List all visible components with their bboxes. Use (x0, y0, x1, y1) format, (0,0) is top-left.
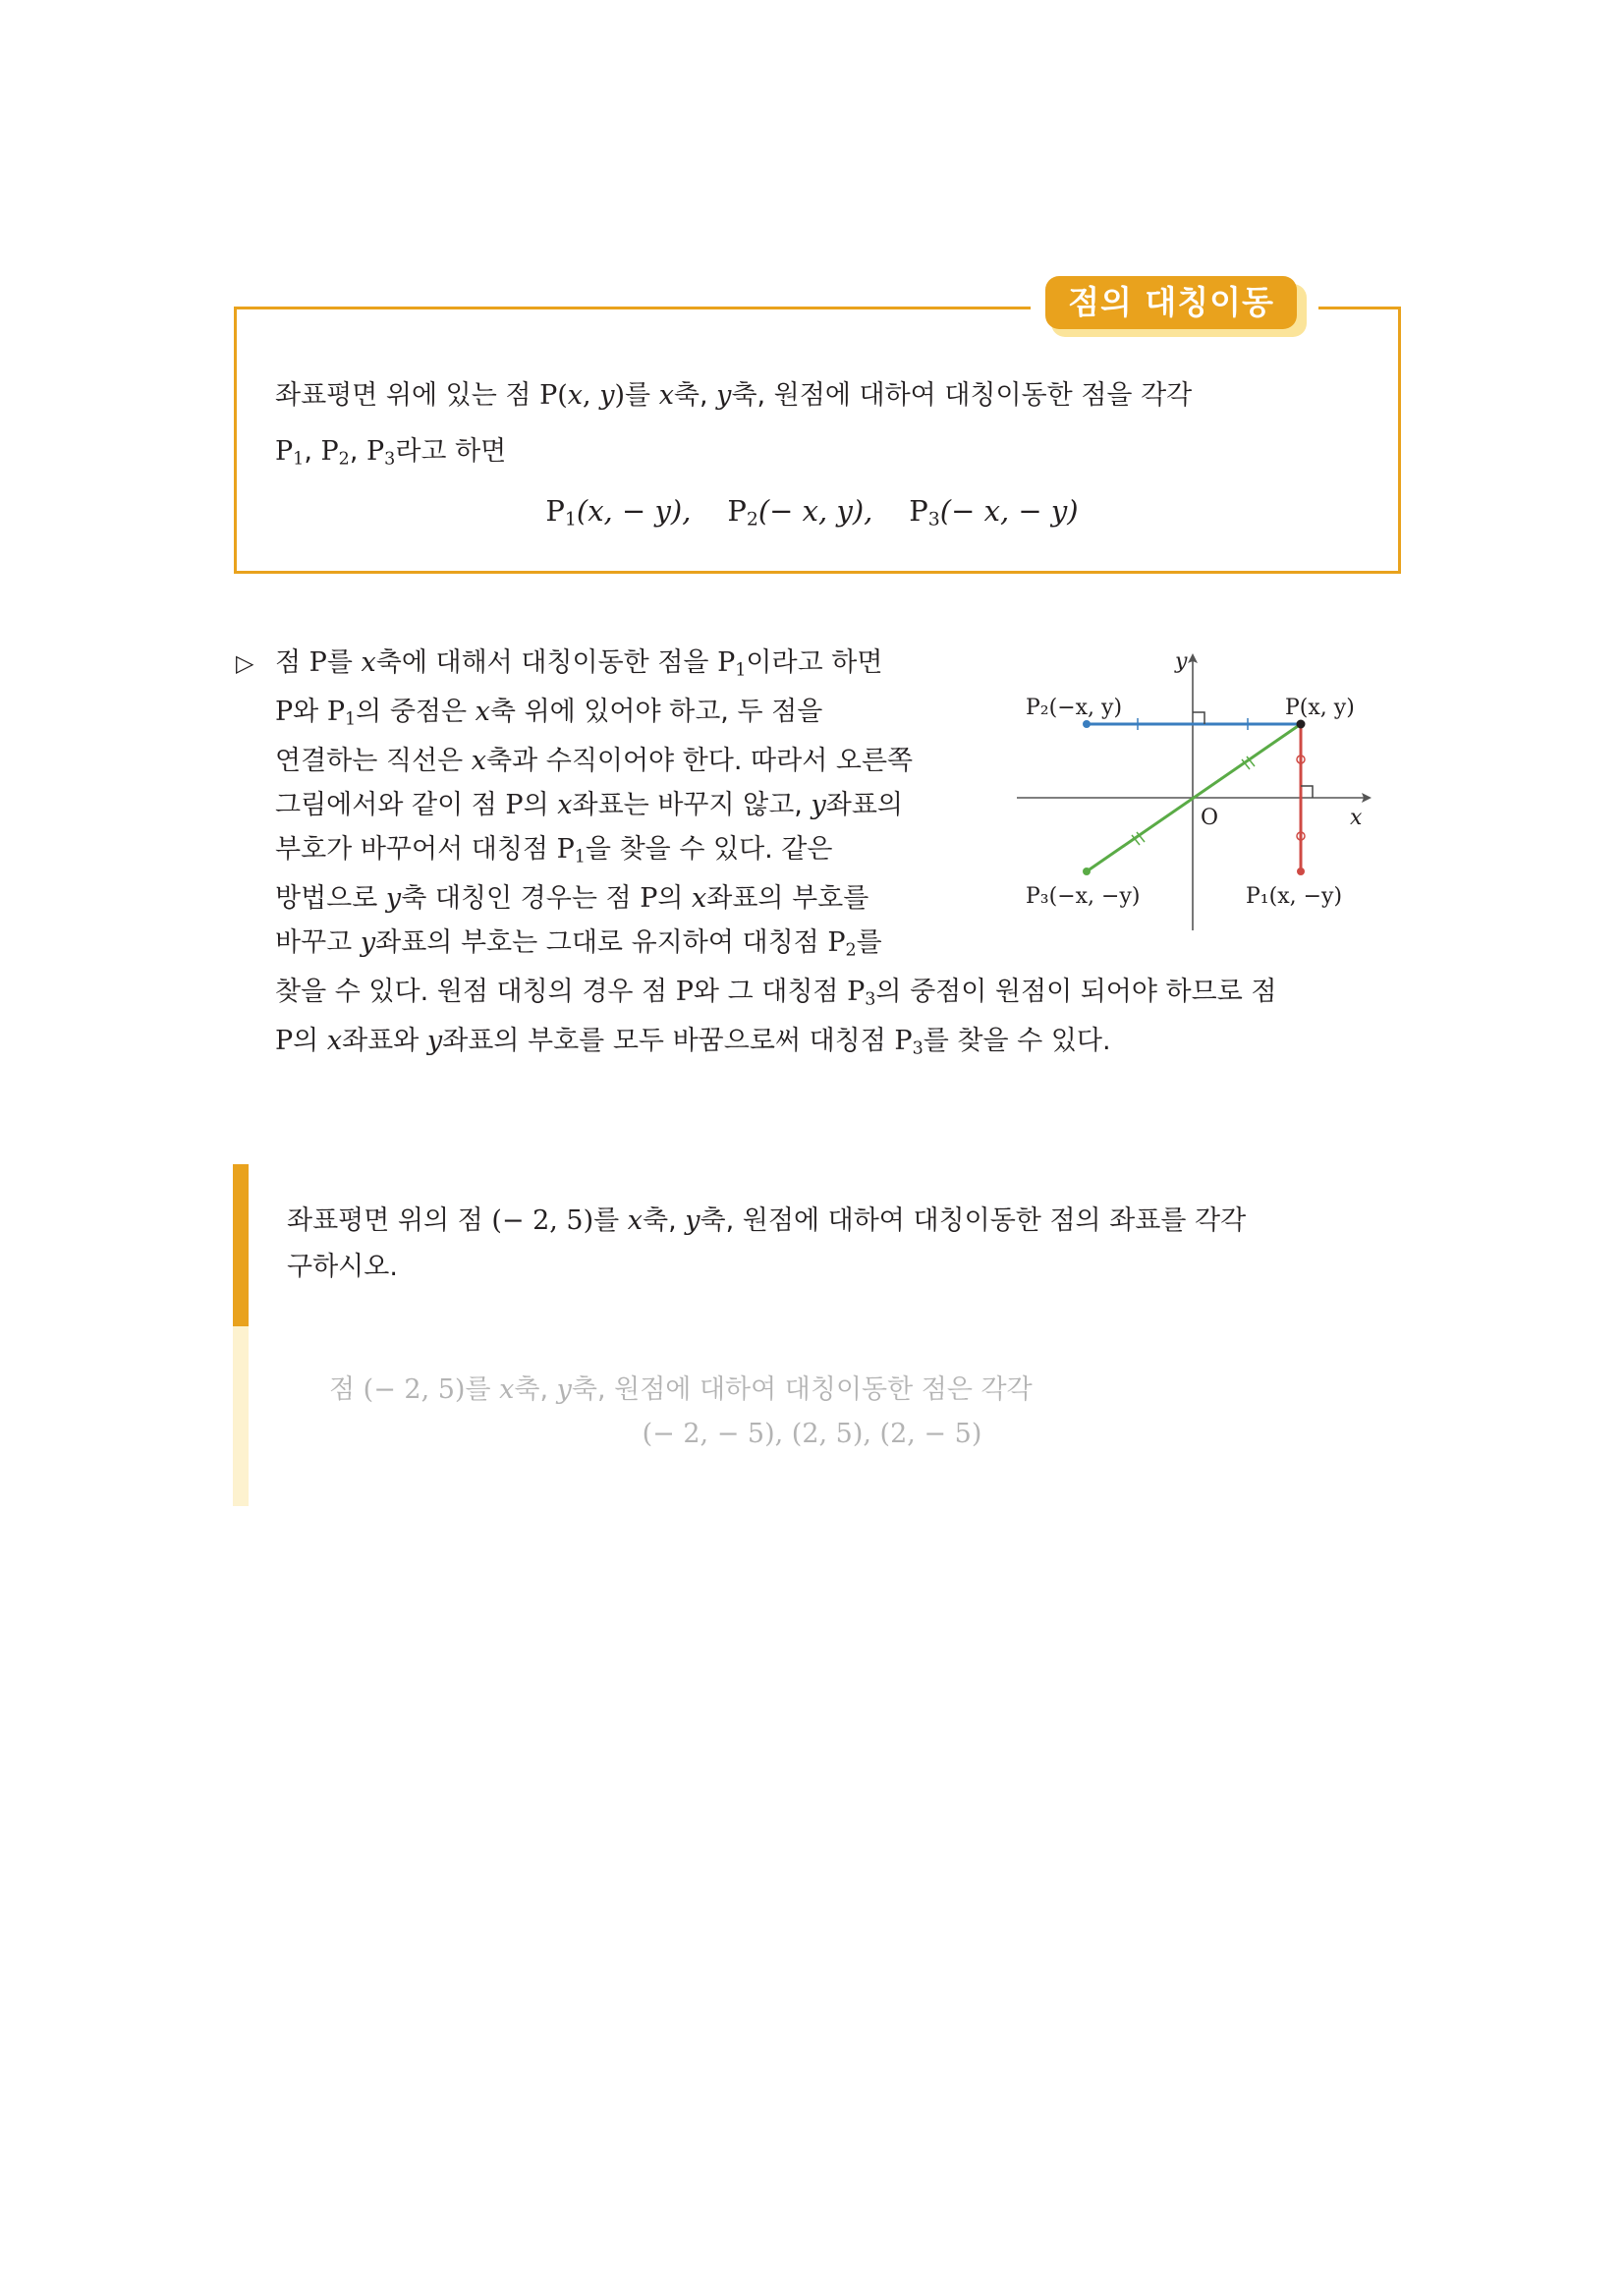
point-p2 (1083, 720, 1091, 728)
explanation-marker: ▷ (236, 649, 254, 677)
right-angle-mark (1193, 712, 1204, 724)
problem-line-2: 구하시오. (287, 1252, 398, 1282)
problem-accent-bar (233, 1164, 249, 1326)
explanation-line-7: 바꾸고 y좌표의 부호는 그대로 유지하여 대칭점 $P_2$를 (275, 927, 882, 961)
explanation-line-2: P와 $P_1$의 중점은 x축 위에 있어야 하고, 두 점을 (275, 697, 823, 730)
origin-label: O (1201, 806, 1219, 830)
point-p (1297, 720, 1306, 729)
definition-title: 점의 대칭이동 (1045, 276, 1297, 329)
symmetry-figure (1012, 644, 1385, 938)
definition-line-1: 좌표평면 위에 있는 점 P(x, y)를 x축, y축, 원점에 대하여 대칭이동한 점을 각각 (275, 380, 1193, 411)
right-angle-mark (1301, 786, 1313, 798)
explanation-line-8: 찾을 수 있다. 원점 대칭의 경우 점 P와 그 대칭점 $P_3$의 중점이 원점이 되어야 하므로 점 (275, 977, 1277, 1010)
explanation-line-6: 방법으로 y축 대칭인 경우는 점 P의 x좌표의 부호를 (275, 883, 869, 914)
point-p1 (1297, 868, 1305, 875)
p1-label: P₁(x, −y) (1246, 884, 1343, 909)
explanation-line-5: 부호가 바꾸어서 대칭점 $P_1$을 찾을 수 있다. 같은 (275, 834, 833, 868)
symmetry-formula: $P_1(x$, − y), $P_2(- x$, y), $P_3(- x$, − y) (545, 494, 1079, 531)
answer-line-2: (− 2, − 5), (2, 5), (2, − 5) (642, 1419, 982, 1449)
definition-line-2: $P_1$, $P_2$, $P_3$라고 하면 (275, 436, 507, 470)
x-axis-label: x (1350, 806, 1363, 830)
y-axis-label: y (1175, 649, 1188, 674)
answer-line-1: 점 (− 2, 5)를 x축, y축, 원점에 대하여 대칭이동한 점은 각각 (329, 1374, 1033, 1405)
explanation-line-4: 그림에서와 같이 점 P의 x좌표는 바꾸지 않고, y좌표의 (275, 790, 903, 820)
explanation-line-3: 연결하는 직선은 x축과 수직이어야 한다. 따라서 오른쪽 (275, 746, 914, 776)
p2-label: P₂(−x, y) (1026, 696, 1123, 720)
p3-label: P₃(−x, −y) (1026, 884, 1141, 909)
explanation-line-9: P의 x좌표와 y좌표의 부호를 모두 바꿈으로써 대칭점 $P_3$를 찾을 수 있다. (275, 1026, 1111, 1059)
explanation-line-1: 점 P를 x축에 대해서 대칭이동한 점을 $P_1$이라고 하면 (275, 647, 883, 681)
problem-line-1: 좌표평면 위의 점 (− 2, 5)를 x축, y축, 원점에 대하여 대칭이동한 점의 좌표를 각각 (287, 1205, 1247, 1236)
point-p3 (1083, 868, 1091, 875)
p-label: P(x, y) (1285, 696, 1355, 720)
